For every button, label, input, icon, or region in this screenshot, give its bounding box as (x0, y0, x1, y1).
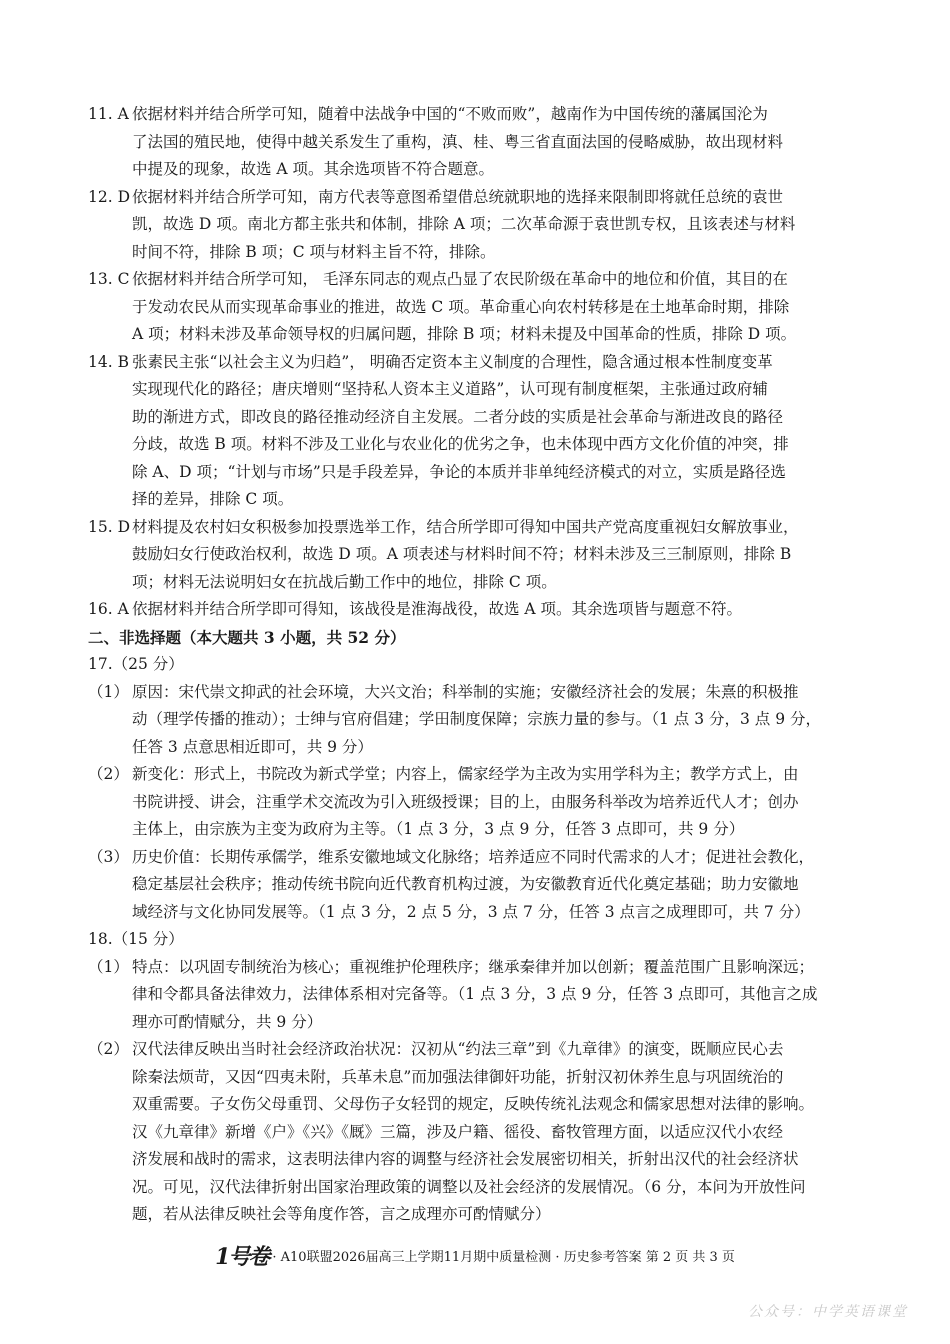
answer-text: 依据材料并结合所学可知，南方代表等意图希望借总统就职地的选择来限制即将就任总统的袁世 (132, 187, 784, 206)
answer-line (88, 156, 860, 184)
indent-spacer (88, 1119, 132, 1147)
answer-line (88, 844, 860, 872)
answer-content (88, 101, 860, 1229)
answer-line (88, 596, 860, 624)
question-number: 11. A (88, 105, 129, 123)
answer-line (88, 734, 860, 762)
answer-text: 了法国的殖民地，使得中越关系发生了重构，滇、桂、粤三省直面法国的侵略威胁，故出现材料 (132, 132, 784, 151)
brand-logo (215, 1240, 268, 1271)
indent-spacer (88, 789, 132, 817)
indent-spacer (88, 541, 132, 569)
indent-spacer (88, 1091, 132, 1119)
answer-text: 律和令都具备法律效力，法律体系相对完备等。（1 点 3 分，3 点 9 分，任答 3 点即可，其他言之成 (132, 985, 818, 1003)
question-number: 15. D (88, 517, 131, 536)
answer-line (88, 541, 860, 569)
answer-line (88, 211, 860, 239)
answer-line (88, 1201, 860, 1229)
answer-line (88, 789, 860, 817)
answer-line (88, 871, 860, 899)
answer-line (88, 954, 860, 982)
answer-line (88, 761, 860, 789)
question-header: 18.（15 分） (88, 930, 184, 948)
answer-text: 历史价值：长期传承儒学，维系安徽地域文化脉络；培养适应不同时代需求的人才；促进社会教化， (132, 847, 815, 866)
answer-line (88, 294, 860, 322)
indent-spacer (88, 404, 132, 432)
answer-line (88, 1036, 860, 1064)
indent-spacer (88, 706, 132, 734)
answer-text: 汉《九章律》新增《户》《兴》《厩》三篇，涉及户籍、徭役、畜牧管理方面，以适应汉代小农经 (132, 1122, 784, 1141)
indent-spacer (88, 376, 132, 404)
answer-text: 理亦可酌情赋分，共 9 分） (132, 1012, 323, 1031)
answer-text: 项；材料无法说明妇女在抗战后勤工作中的地位，排除 C 项。 (132, 572, 557, 591)
answer-line (88, 129, 860, 157)
question-number: 12. D (88, 187, 131, 206)
answer-line (88, 1146, 860, 1174)
answer-text: 济发展和战时的需求，这表明法律内容的调整与经济社会发展密切相关，折射出汉代的社会经济状 (132, 1150, 799, 1168)
answer-line (88, 981, 860, 1009)
answer-text: 材料提及农村妇女积极参加投票选举工作，结合所学即可得知中国共产党高度重视妇女解放事业， (132, 517, 799, 536)
answer-text: 主体上，由宗族为主变为政府为主等。（1 点 3 分，3 点 9 分，任答 3 点即可，共 9 分） (132, 820, 745, 838)
answer-text: 域经济与文化协同发展等。（1 点 3 分，2 点 5 分，3 点 7 分，任答 3 点言之成理即可，共 7 分） (132, 902, 810, 921)
indent-spacer (88, 486, 132, 514)
answer-text: 分歧，故选 B 项。材料不涉及工业化与农业化的优劣之争，也未体现中西方文化价值的冲突，排 (132, 435, 789, 453)
answer-line (88, 404, 860, 432)
indent-spacer (88, 1064, 132, 1092)
answer-line (88, 266, 860, 294)
answer-text: 汉代法律反映出当时社会经济政治状况：汉初从“约法三章”到《九章律》的演变，既顺应民心去 (132, 1040, 784, 1058)
answer-line (88, 431, 860, 459)
indent-spacer (88, 871, 132, 899)
indent-spacer (88, 1146, 132, 1174)
answer-line (88, 1119, 860, 1147)
indent-spacer (88, 239, 132, 267)
answer-line (88, 321, 860, 349)
answer-text: 书院讲授、讲会，注重学术交流改为引入班级授课；目的上，由服务科举改为培养近代人才；创办 (132, 792, 799, 811)
answer-line (88, 1091, 860, 1119)
watermark: 公众号：中学英语课堂 (748, 1304, 908, 1320)
indent-spacer (88, 1174, 132, 1202)
answer-line (88, 376, 860, 404)
answer-text: 动（理学传播的推动）；士绅与官府倡建；学田制度保障；宗族力量的参与。（1 点 3 分，3 点 9 分， (132, 710, 822, 728)
answer-line (88, 184, 860, 212)
answer-text: 择的差异，排除 C 项。 (132, 490, 294, 508)
indent-spacer (88, 156, 132, 184)
answer-text: 时间不符，排除 B 项；C 项与材料主旨不符，排除。 (132, 242, 496, 261)
indent-spacer (88, 294, 132, 322)
answer-line (88, 679, 860, 707)
answer-text: 凯，故选 D 项。南北方都主张共和体制，排除 A 项；二次革命源于袁世凯专权，且该表述与材料 (132, 215, 796, 233)
answer-line (88, 706, 860, 734)
page-footer (0, 1240, 950, 1271)
indent-spacer (88, 1201, 132, 1229)
answer-text: 新变化：形式上，书院改为新式学堂；内容上，儒家经学为主改为实用学科为主；教学方式上，由 (132, 765, 799, 783)
answer-text: A 项；材料未涉及革命领导权的归属问题，排除 B 项；材料未提及中国革命的性质，排除 D 项。 (132, 325, 797, 343)
answer-line (88, 459, 860, 487)
indent-spacer (88, 981, 132, 1009)
part-number: （2） (88, 765, 129, 783)
indent-spacer (88, 1009, 132, 1037)
answer-line (88, 101, 860, 129)
part-number: （3） (88, 847, 129, 866)
part-number: （2） (88, 1040, 129, 1058)
answer-text: 况。可见，汉代法律折射出国家治理政策的调整以及社会经济的发展情况。（6 分，本问为开放性问 (132, 1177, 806, 1196)
answer-text: 题，若从法律反映社会等角度作答，言之成理亦可酌情赋分） (132, 1205, 551, 1223)
indent-spacer (88, 459, 132, 487)
logo-text: 1号卷 (215, 1244, 269, 1270)
answer-text: 稳定基层社会秩序；推动传统书院向近代教育机构过渡，为安徽教育近代化奠定基础；助力安徽地 (132, 875, 799, 893)
answer-line (88, 899, 860, 927)
answer-text: 原因：宋代崇文抑武的社会环境，大兴文治；科举制的实施；安徽经济社会的发展；朱熹的积极推 (132, 682, 799, 701)
question-number: 13. C (88, 270, 130, 288)
answer-line (88, 816, 860, 844)
part-number: （1） (88, 957, 129, 976)
answer-text: 依据材料并结合所学可知， 毛泽东同志的观点凸显了农民阶级在革命中的地位和价值，其目的在 (132, 270, 788, 288)
answer-line (88, 349, 860, 377)
footer-text: · A10联盟2026届高三上学期11月期中质量检测 · 历史参考答案 第 2 页 共 3 页 (272, 1250, 735, 1265)
indent-spacer (88, 899, 132, 927)
indent-spacer (88, 431, 132, 459)
answer-text: 鼓励妇女行使政治权利，故选 D 项。A 项表述与材料时间不符；材料未涉及三三制原则，排除 B (132, 545, 792, 563)
answer-text: 任答 3 点意思相近即可，共 9 分） (132, 737, 373, 756)
answer-text: 双重需要。子女伤父母重罚、父母伤子女轻罚的规定，反映传统礼法观念和儒家思想对法律的影响。 (132, 1095, 815, 1113)
answer-text: 依据材料并结合所学可知，随着中法战争中国的“不败而败”，越南作为中国传统的藩属国沦为 (132, 105, 768, 123)
answer-text: 中提及的现象，故选 A 项。其余选项皆不符合题意。 (132, 160, 495, 178)
answer-text: 实现现代化的路径；唐庆增则“坚持私人资本主义道路”，认可现有制度框架，主张通过政府辅 (132, 380, 768, 398)
question-number: 16. A (88, 600, 129, 618)
answer-text: 张素民主张“以社会主义为归趋”， 明确否定资本主义制度的合理性，隐含通过根本性制度变革 (132, 352, 773, 371)
answer-text: 除 A、D 项；“计划与市场”只是手段差异，争论的本质并非单纯经济模式的对立，实质是路径选 (132, 462, 786, 481)
answer-text: 助的渐进方式，即改良的路径推动经济自主发展。二者分歧的实质是社会革命与渐进改良的路径 (132, 407, 784, 426)
indent-spacer (88, 211, 132, 239)
answer-text: 除秦法烦苛，又因“四夷未附，兵革未息”而加强法律御奸功能，折射汉初休养生息与巩固统治的 (132, 1067, 784, 1086)
question-header: 17.（25 分） (88, 655, 184, 673)
answer-line (88, 239, 860, 267)
indent-spacer (88, 734, 132, 762)
section-title: 二、非选择题（本大题共 3 小题，共 52 分） (88, 627, 406, 647)
indent-spacer (88, 321, 132, 349)
question-number: 14. B (88, 352, 129, 371)
answer-line (88, 514, 860, 542)
indent-spacer (88, 569, 132, 597)
answer-line (88, 569, 860, 597)
answer-line (88, 1009, 860, 1037)
answer-line (88, 1174, 860, 1202)
part-number: （1） (88, 682, 129, 701)
indent-spacer (88, 816, 132, 844)
answer-line (88, 486, 860, 514)
answer-text: 依据材料并结合所学即可得知，该战役是淮海战役，故选 A 项。其余选项皆与题意不符。 (132, 600, 743, 618)
answer-text: 特点：以巩固专制统治为核心；重视维护伦理秩序；继承秦律并加以创新；覆盖范围广且影响深远； (132, 957, 815, 976)
answer-line (88, 1064, 860, 1092)
answer-text: 于发动农民从而实现革命事业的推进，故选 C 项。革命重心向农村转移是在土地革命时期，排除 (132, 297, 790, 316)
indent-spacer (88, 129, 132, 157)
